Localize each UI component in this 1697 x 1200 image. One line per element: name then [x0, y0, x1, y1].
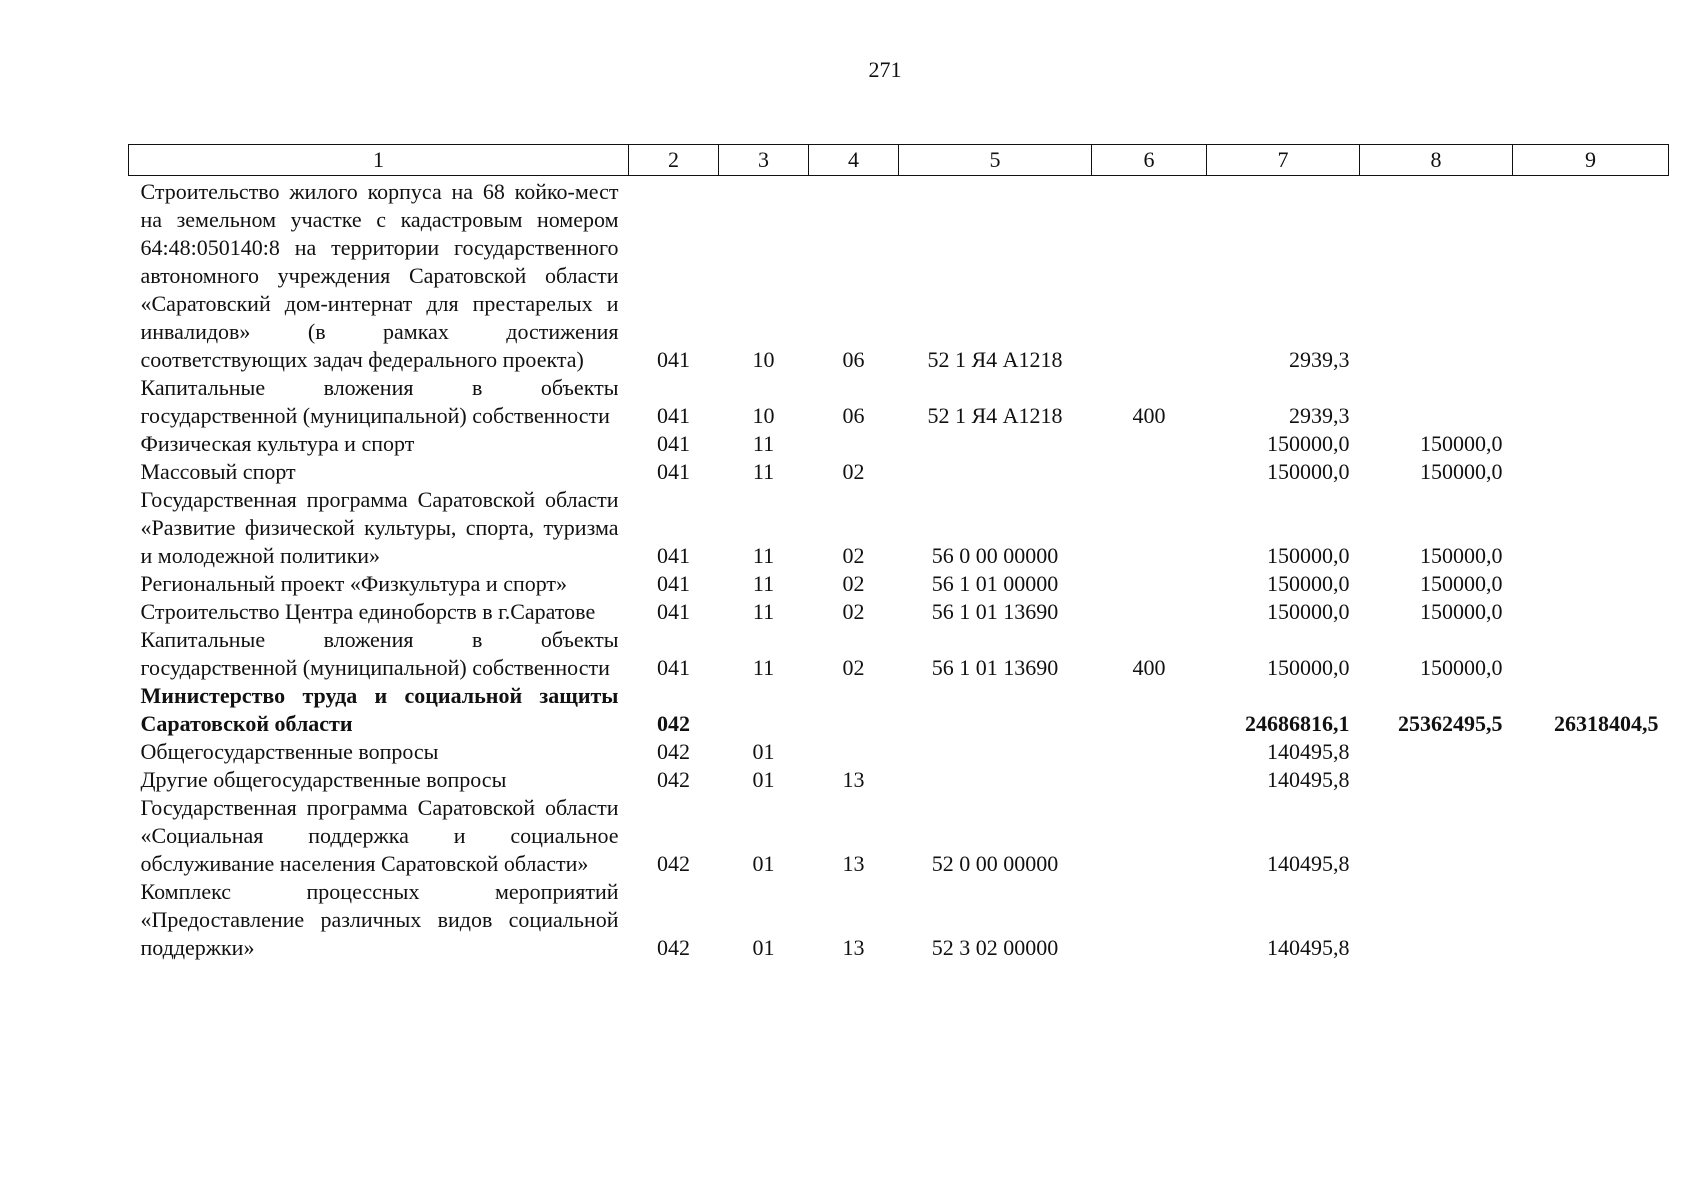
header-col-8: 8: [1360, 145, 1513, 176]
ministry-code: 042: [657, 739, 690, 764]
target-article: [899, 430, 1092, 458]
expense-type: [1092, 430, 1207, 458]
section-code: 01: [752, 767, 775, 792]
amount-col-7: 2939,3: [1289, 403, 1350, 428]
subsection-code: 06: [842, 347, 865, 372]
amount-col-7: 150000,0: [1267, 599, 1350, 624]
header-col-3: 3: [719, 145, 809, 176]
target-article: 52 1 Я4 А1218: [927, 347, 1063, 372]
amount-col-8: [1360, 766, 1513, 794]
amount-col-9: [1513, 486, 1669, 570]
table-row: [129, 430, 1669, 458]
subsection-code: 02: [842, 459, 865, 484]
section-code: 10: [752, 347, 775, 372]
section-code: 11: [752, 459, 775, 484]
amount-col-7: 150000,0: [1267, 543, 1350, 568]
table-row: [129, 738, 1669, 766]
row-name: Общегосударственные вопросы: [140, 739, 439, 764]
table-row: [129, 766, 1669, 794]
row-name: Региональный проект «Физкультура и спорт»: [140, 571, 568, 596]
budget-table: [128, 144, 1669, 962]
expense-type: [1092, 486, 1207, 570]
table-row: [129, 626, 1669, 682]
amount-col-8: [1360, 738, 1513, 766]
expense-type: [1092, 458, 1207, 486]
header-col-5: 5: [899, 145, 1092, 176]
page-number: 271: [868, 57, 902, 82]
row-name: Строительство Центра единоборств в г.Саратове: [140, 599, 596, 624]
row-name: Государственная программа Саратовской области «Развитие физической культуры, спорта, туризма и молодежной политики»: [140, 487, 619, 568]
section-code: 11: [752, 431, 775, 456]
ministry-code: 041: [657, 599, 690, 624]
expense-type: [1092, 570, 1207, 598]
subsection-code: [809, 682, 899, 738]
amount-col-8: 150000,0: [1420, 599, 1503, 624]
row-name: Массовый спорт: [140, 459, 296, 484]
ministry-code: 041: [657, 403, 690, 428]
table-row: [129, 598, 1669, 626]
ministry-code: 042: [657, 851, 690, 876]
table-row: [129, 486, 1669, 570]
expense-type: [1092, 794, 1207, 878]
amount-col-7: 2939,3: [1289, 347, 1350, 372]
expense-type: [1092, 682, 1207, 738]
ministry-code: 041: [657, 571, 690, 596]
ministry-code: 041: [657, 655, 690, 680]
subsection-code: 02: [842, 543, 865, 568]
header-row: [129, 145, 1669, 176]
table-row: [129, 570, 1669, 598]
amount-col-7: 150000,0: [1267, 571, 1350, 596]
amount-col-7: 150000,0: [1267, 431, 1350, 456]
amount-col-7: 140495,8: [1267, 767, 1350, 792]
amount-col-8: [1360, 374, 1513, 430]
header-col-6: 6: [1092, 145, 1207, 176]
table-row: [129, 682, 1669, 738]
ministry-code: 042: [657, 711, 690, 736]
target-article: 56 1 01 13690: [931, 599, 1059, 624]
header-col-7: 7: [1207, 145, 1360, 176]
amount-col-7: 150000,0: [1267, 459, 1350, 484]
subsection-code: 13: [842, 935, 865, 960]
amount-col-9: [1513, 794, 1669, 878]
table-body: [129, 176, 1669, 963]
subsection-code: 02: [842, 655, 865, 680]
amount-col-8: [1360, 176, 1513, 375]
amount-col-8: [1360, 878, 1513, 962]
subsection-code: 13: [842, 851, 865, 876]
amount-col-7: 140495,8: [1267, 935, 1350, 960]
header-col-2: 2: [629, 145, 719, 176]
section-code: 01: [752, 851, 775, 876]
row-name: Капитальные вложения в объекты государственной (муниципальной) собственности: [140, 375, 619, 428]
ministry-code: 042: [657, 935, 690, 960]
target-article: 52 1 Я4 А1218: [927, 403, 1063, 428]
ministry-code: 042: [657, 767, 690, 792]
target-article: 52 0 00 00000: [931, 851, 1059, 876]
row-name: Комплекс процессных мероприятий «Предоставление различных видов социальной поддержки»: [140, 879, 619, 960]
subsection-code: 06: [842, 403, 865, 428]
target-article: 56 1 01 00000: [931, 571, 1059, 596]
row-name: Физическая культура и спорт: [140, 431, 415, 456]
amount-col-7: 140495,8: [1267, 851, 1350, 876]
row-name: Строительство жилого корпуса на 68 койко-мест на земельном участке с кадастровым номером 64:48:050140:8 на территории государственного автономного учреждения Саратовской области «Саратовский дом-интернат для престарелых и инвалидов» (в рамках достижения соответствующих задач федерального проекта): [140, 179, 619, 372]
target-article: [899, 682, 1092, 738]
table-row: [129, 458, 1669, 486]
amount-col-8: 150000,0: [1420, 543, 1503, 568]
amount-col-9: [1513, 430, 1669, 458]
expense-type: 400: [1132, 403, 1166, 428]
header-col-1: 1: [129, 145, 629, 176]
row-name: Государственная программа Саратовской области «Социальная поддержка и социальное обслуживание населения Саратовской области»: [140, 795, 619, 876]
expense-type: [1092, 738, 1207, 766]
amount-col-9: [1513, 738, 1669, 766]
amount-col-8: 150000,0: [1420, 459, 1503, 484]
section-code: 10: [752, 403, 775, 428]
table-row: [129, 878, 1669, 962]
target-article: [899, 766, 1092, 794]
ministry-code: 041: [657, 459, 690, 484]
amount-col-9: [1513, 626, 1669, 682]
row-name: Министерство труда и социальной защиты Саратовской области: [140, 683, 619, 736]
target-article: 56 1 01 13690: [931, 655, 1059, 680]
amount-col-9: [1513, 458, 1669, 486]
section-code: 11: [752, 543, 775, 568]
subsection-code: 13: [842, 767, 865, 792]
expense-type: [1092, 766, 1207, 794]
ministry-code: 041: [657, 431, 690, 456]
expense-type: [1092, 878, 1207, 962]
amount-col-8: [1360, 794, 1513, 878]
section-code: 11: [752, 599, 775, 624]
amount-col-7: 150000,0: [1267, 655, 1350, 680]
ministry-code: 041: [657, 347, 690, 372]
section-code: 01: [752, 739, 775, 764]
ministry-code: 041: [657, 543, 690, 568]
section-code: 11: [752, 571, 775, 596]
section-code: 11: [752, 655, 775, 680]
amount-col-8: 25362495,5: [1398, 711, 1503, 736]
header-col-9: 9: [1513, 145, 1669, 176]
subsection-code: 02: [842, 599, 865, 624]
target-article: 52 3 02 00000: [931, 935, 1059, 960]
amount-col-9: [1513, 598, 1669, 626]
amount-col-9: [1513, 176, 1669, 375]
table-row: [129, 374, 1669, 430]
amount-col-9: [1513, 766, 1669, 794]
expense-type: [1092, 598, 1207, 626]
section-code: 01: [752, 935, 775, 960]
table-row: [129, 176, 1669, 375]
row-name: Другие общегосударственные вопросы: [140, 767, 507, 792]
target-article: [899, 458, 1092, 486]
amount-col-9: [1513, 570, 1669, 598]
header-col-4: 4: [809, 145, 899, 176]
amount-col-7: 24686816,1: [1245, 711, 1350, 736]
row-name: Капитальные вложения в объекты государственной (муниципальной) собственности: [140, 627, 619, 680]
amount-col-9: [1513, 374, 1669, 430]
amount-col-7: 140495,8: [1267, 739, 1350, 764]
amount-col-8: 150000,0: [1420, 655, 1503, 680]
expense-type: 400: [1132, 655, 1166, 680]
target-article: [899, 738, 1092, 766]
subsection-code: 02: [842, 571, 865, 596]
amount-col-8: 150000,0: [1420, 571, 1503, 596]
target-article: 56 0 00 00000: [931, 543, 1059, 568]
subsection-code: [809, 738, 899, 766]
subsection-code: [809, 430, 899, 458]
amount-col-9: 26318404,5: [1554, 711, 1659, 736]
expense-type: [1092, 176, 1207, 375]
table-row: [129, 794, 1669, 878]
amount-col-9: [1513, 878, 1669, 962]
section-code: [719, 682, 809, 738]
amount-col-8: 150000,0: [1420, 431, 1503, 456]
